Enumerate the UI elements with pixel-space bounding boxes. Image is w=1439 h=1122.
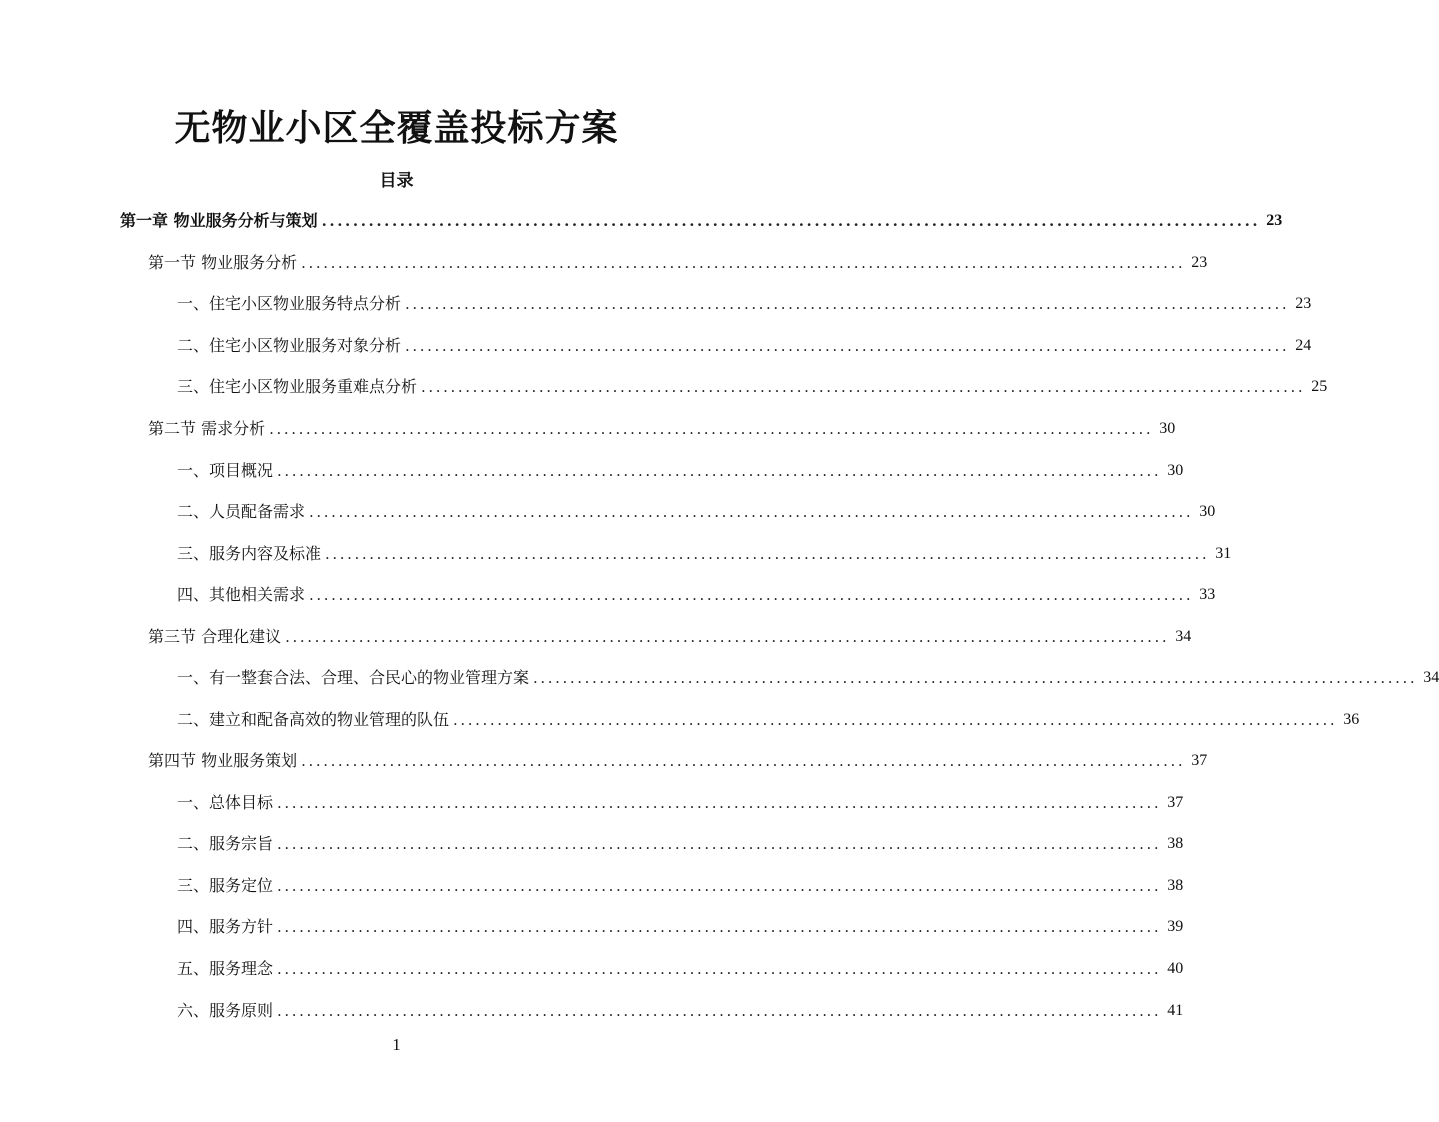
toc-entry-label: 二、人员配备需求 — [177, 502, 306, 521]
toc-entry-subsection[interactable] — [177, 367, 1328, 407]
toc-dot-leader: ........................................................................................................................ — [321, 212, 1261, 230]
toc-entry-subsection[interactable] — [177, 866, 1184, 906]
toc-entry-subsection[interactable] — [177, 700, 1360, 740]
toc-dot-leader: ........................................................................................................................ — [533, 669, 1418, 687]
toc-entry-label: 四、其他相关需求 — [177, 585, 306, 604]
toc-entry-page: 30 — [1167, 462, 1184, 479]
toc-entry-label: 第四节 物业服务策划 — [148, 751, 298, 770]
toc-entry-page: 23 — [1295, 295, 1312, 312]
toc-dot-leader: ........................................................................................................................ — [269, 420, 1154, 438]
toc-entry-subsection[interactable] — [177, 284, 1312, 324]
toc-dot-leader: ........................................................................................................................ — [277, 877, 1162, 895]
toc-entry-page: 38 — [1167, 835, 1184, 852]
toc-entry-subsection[interactable] — [177, 949, 1184, 989]
toc-entry-label: 二、建立和配备高效的物业管理的队伍 — [177, 710, 450, 729]
toc-dot-leader: ........................................................................................................................ — [277, 835, 1162, 853]
toc-dot-leader: ........................................................................................................................ — [421, 378, 1306, 396]
toc-dot-leader: ........................................................................................................................ — [285, 628, 1170, 646]
toc-dot-leader: ........................................................................................................................ — [453, 711, 1338, 729]
toc-entry-page: 23 — [1191, 254, 1208, 271]
toc-entry-label: 一、项目概况 — [177, 461, 274, 480]
toc-dot-leader: ........................................................................................................................ — [277, 1002, 1162, 1020]
toc-entry-subsection[interactable] — [177, 451, 1184, 491]
toc-entry-subsection[interactable] — [177, 326, 1312, 366]
toc-entry-label: 第一章 物业服务分析与策划 — [120, 211, 318, 230]
toc-entry-label: 三、服务内容及标准 — [177, 544, 322, 563]
toc-entry-label: 第三节 合理化建议 — [148, 627, 282, 646]
toc-entry-page: 30 — [1159, 420, 1176, 437]
toc-entry-label: 一、住宅小区物业服务特点分析 — [177, 294, 402, 313]
toc-entry-label: 第一节 物业服务分析 — [148, 253, 298, 272]
toc-entry-page: 36 — [1343, 711, 1360, 728]
toc-dot-leader: ........................................................................................................................ — [309, 586, 1194, 604]
toc-entry-subsection[interactable] — [177, 658, 1439, 698]
toc-entry-subsection[interactable] — [177, 907, 1184, 947]
toc-dot-leader: ........................................................................................................................ — [301, 752, 1186, 770]
toc-dot-leader: ........................................................................................................................ — [301, 254, 1186, 272]
toc-entry-subsection[interactable] — [177, 783, 1184, 823]
toc-dot-leader: ........................................................................................................................ — [309, 503, 1194, 521]
toc-entry-page: 30 — [1199, 503, 1216, 520]
toc-dot-leader: ........................................................................................................................ — [325, 545, 1210, 563]
toc-entry-page: 40 — [1167, 960, 1184, 977]
toc-entry-label: 第二节 需求分析 — [148, 419, 266, 438]
toc-entry-subsection[interactable] — [177, 824, 1184, 864]
toc-entry-page: 33 — [1199, 586, 1216, 603]
toc-entry-label: 三、住宅小区物业服务重难点分析 — [177, 377, 418, 396]
toc-entry-label: 六、服务原则 — [177, 1001, 274, 1020]
toc-entry-section-1[interactable] — [148, 243, 1208, 283]
toc-entry-page: 31 — [1215, 545, 1232, 562]
toc-entry-section-3[interactable] — [148, 617, 1192, 657]
page-number: 1 — [392, 1035, 401, 1054]
toc-entry-page: 38 — [1167, 877, 1184, 894]
toc-entry-subsection[interactable] — [177, 575, 1216, 615]
toc-dot-leader: ........................................................................................................................ — [405, 295, 1290, 313]
toc-heading: 目录 — [379, 171, 414, 191]
toc-entry-label: 五、服务理念 — [177, 959, 274, 978]
toc-entry-section-4[interactable] — [148, 741, 1208, 781]
toc-entry-page: 34 — [1423, 669, 1439, 686]
toc-entry-page: 25 — [1311, 378, 1328, 395]
toc-entry-label: 四、服务方针 — [177, 917, 274, 936]
toc-dot-leader: ........................................................................................................................ — [277, 794, 1162, 812]
toc-entry-page: 41 — [1167, 1002, 1184, 1019]
toc-entry-page: 37 — [1167, 794, 1184, 811]
toc-dot-leader: ........................................................................................................................ — [277, 960, 1162, 978]
toc-dot-leader: ........................................................................................................................ — [405, 337, 1290, 355]
toc-entry-page: 24 — [1295, 337, 1312, 354]
toc-entry-label: 二、服务宗旨 — [177, 834, 274, 853]
toc-entry-subsection[interactable] — [177, 991, 1184, 1031]
toc-entry-subsection[interactable] — [177, 534, 1232, 574]
toc-dot-leader: ........................................................................................................................ — [277, 918, 1162, 936]
toc-entry-section-2[interactable] — [148, 409, 1176, 449]
toc-entry-label: 一、总体目标 — [177, 793, 274, 812]
toc-entry-chapter-1[interactable] — [120, 201, 1283, 241]
toc-entry-label: 三、服务定位 — [177, 876, 274, 895]
toc-entry-label: 二、住宅小区物业服务对象分析 — [177, 336, 402, 355]
toc-entry-page: 34 — [1175, 628, 1192, 645]
document-title: 无物业小区全覆盖投标方案 — [174, 107, 619, 149]
toc-dot-leader: ........................................................................................................................ — [277, 462, 1162, 480]
toc-entry-page: 23 — [1266, 212, 1283, 229]
toc-entry-page: 37 — [1191, 752, 1208, 769]
toc-entry-page: 39 — [1167, 918, 1184, 935]
toc-entry-label: 一、有一整套合法、合理、合民心的物业管理方案 — [177, 668, 530, 687]
toc-entry-subsection[interactable] — [177, 492, 1216, 532]
